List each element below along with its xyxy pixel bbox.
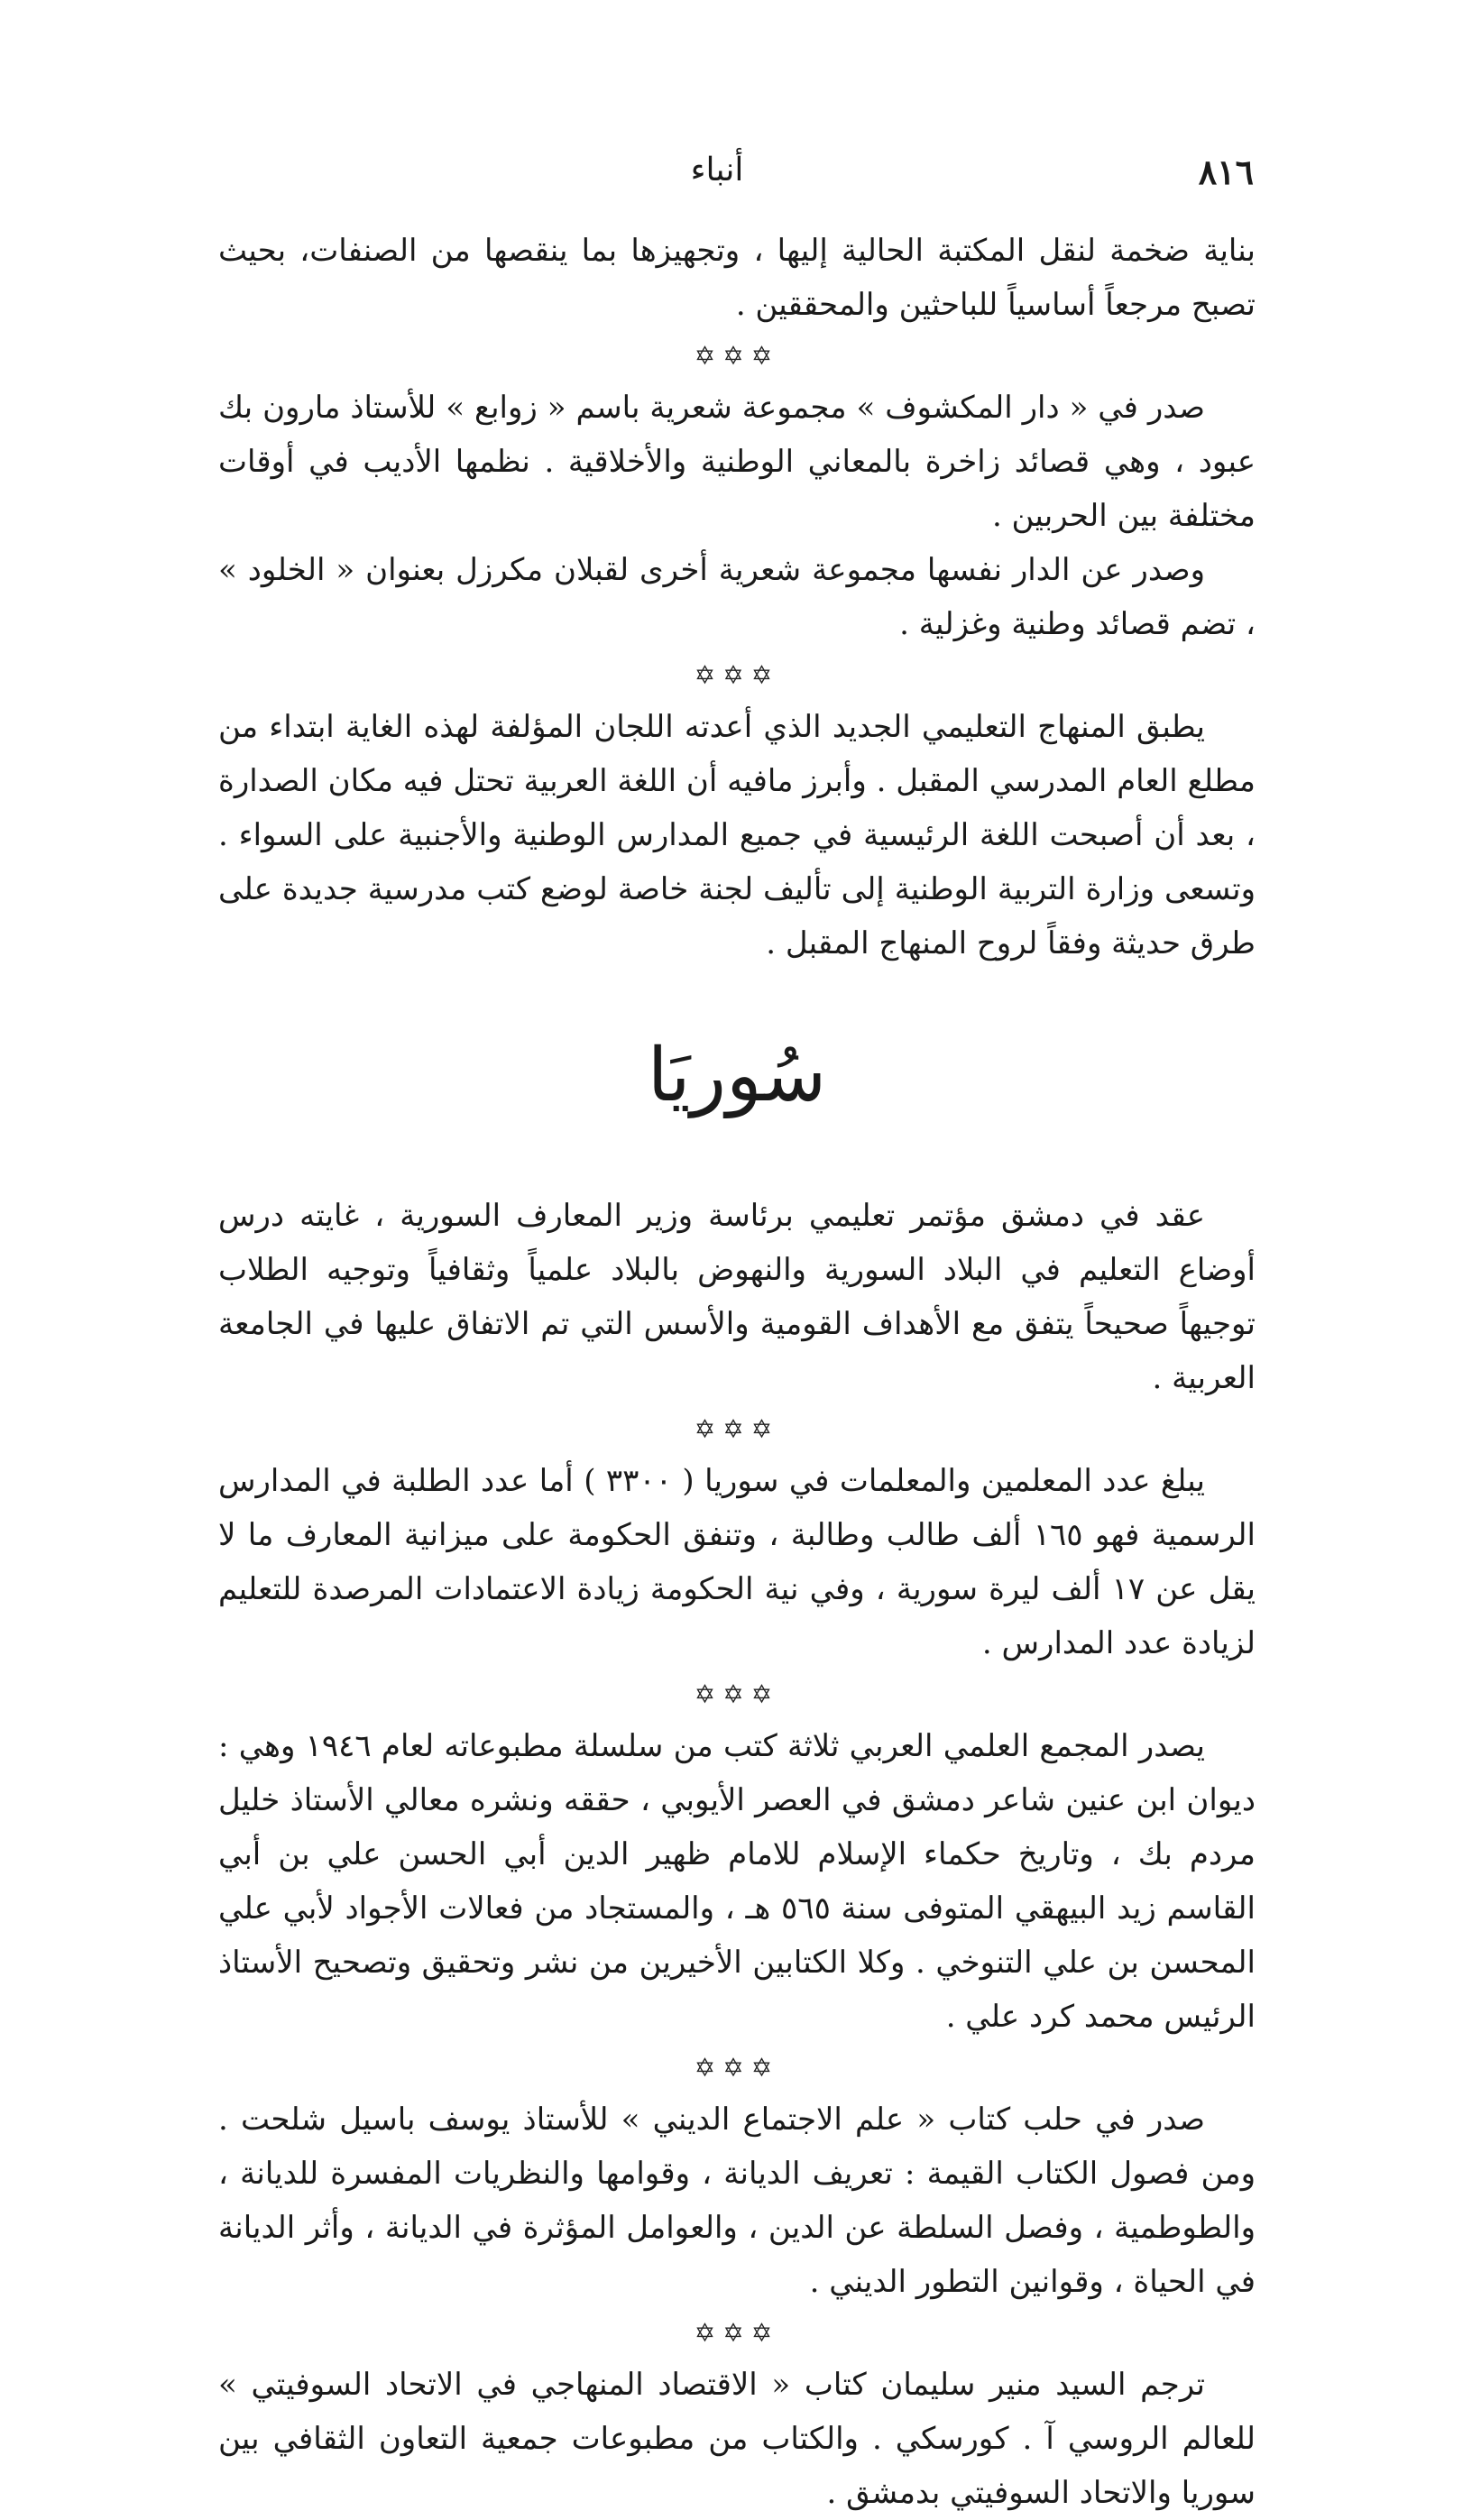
paragraph-dar-al-makshouf: صدر في « دار المكشوف » مجموعة شعرية باسم « زوابع » للأستاذ مارون بك عبود ، وهي قصائد زاخرة بالمعاني الوطنية والأخلاقية . نظمها الأديب في أوقات مختلفة بين الحربين .	[218, 390, 1256, 534]
section-separator: ✡✡✡	[694, 1679, 780, 1709]
section-title-syria: سُوريَا	[647, 1033, 827, 1118]
section-separator: ✡✡✡	[694, 1414, 780, 1444]
paragraph-library-building: بناية ضخمة لنقل المكتبة الحالية إليها ، وتجهيزها بما ينقصها من الصنفات، بحيث تصبح مرجعاً أساسياً للباحثين والمحققين .	[218, 233, 1256, 323]
running-title: أنباء	[690, 152, 744, 189]
paragraph-soviet-economy: ترجم السيد منير سليمان كتاب « الاقتصاد المنهاجي في الاتحاد السوفيتي » للعالم الروسي آ . كورسكي . والكتاب من مطبوعات جمعية التعاون الثقافي بين سوريا والاتحاد السوفيتي بدمشق .	[218, 2367, 1256, 2511]
paragraph-arab-academy: يصدر المجمع العلمي العربي ثلاثة كتب من سلسلة مطبوعاته لعام ١٩٤٦ وهي : ديوان ابن عنين شاعر دمشق في العصر الأيوبي ، حققه ونشره معالي الأستاذ خليل مردم بك ، وتاريخ حكماء الإسلام للامام ظهير الدين أبي الحسن علي بن أبي القاسم زيد البيهقي المتوفى سنة ٥٦٥ هـ ، والمستجاد من فعالات الأجواد لأبي علي المحسن بن علي التنوخي . وكلا الكتابين الأخيرين من نشر وتحقيق وتصحيح الأستاذ الرئيس محمد كرد علي .	[218, 1728, 1256, 2035]
paragraph-al-khouloud: وصدر عن الدار نفسها مجموعة شعرية أخرى لقبلان مكرزل بعنوان « الخلود » ، تضم قصائد وطنية وغزلية .	[218, 552, 1256, 642]
page-header	[180, 152, 1254, 206]
paragraph-education-conference: عقد في دمشق مؤتمر تعليمي برئاسة وزير المعارف السورية ، غايته درس أوضاع التعليم في البلاد السورية والنهوض بالبلاد علمياً وثقافياً وتوجيه الطلاب توجيهاً صحيحاً يتفق مع الأهداف القومية والأسس التي تم الاتفاق عليها في الجامعة العربية .	[218, 1198, 1256, 1396]
article-body	[218, 224, 1256, 2520]
section-separator: ✡✡✡	[694, 660, 780, 690]
paragraph-new-curriculum: يطبق المنهاج التعليمي الجديد الذي أعدته اللجان المؤلفة لهذه الغاية ابتداء من مطلع العام المدرسي المقبل . وأبرز مافيه أن اللغة العربية تحتل فيه مكان الصدارة ، بعد أن أصبحت اللغة الرئيسية في جميع المدارس الوطنية والأجنبية على السواء . وتسعى وزارة التربية الوطنية إلى تأليف لجنة خاصة لوضع كتب مدرسية جديدة على طرق حديثة وفقاً لروح المنهاج المقبل .	[218, 709, 1256, 961]
paragraph-sociology-of-religion: صدر في حلب كتاب « علم الاجتماع الديني » للأستاذ يوسف باسيل شلحت . ومن فصول الكتاب القيمة : تعريف الديانة ، وقوامها والنظريات المفسرة للديانة ، والطوطمية ، وفصل السلطة عن الدين ، والعوامل المؤثرة في الديانة ، وأثر الديانة في الحياة ، وقوانين التطور الديني .	[218, 2102, 1256, 2300]
paragraph-teacher-count: يبلغ عدد المعلمين والمعلمات في سوريا ( ٣٣٠٠ ) أما عدد الطلبة في المدارس الرسمية فهو ١٦٥ ألف طالب وطالبة ، وتنفق الحكومة على ميزانية المعارف ما لا يقل عن ١٧ ألف ليرة سورية ، وفي نية الحكومة زيادة الاعتمادات المرصدة للتعليم لزيادة عدد المدارس .	[218, 1463, 1256, 1661]
section-separator: ✡✡✡	[694, 2053, 780, 2083]
page-number: ٨١٦	[1198, 152, 1254, 192]
section-separator: ✡✡✡	[694, 341, 780, 371]
section-separator: ✡✡✡	[694, 2318, 780, 2348]
